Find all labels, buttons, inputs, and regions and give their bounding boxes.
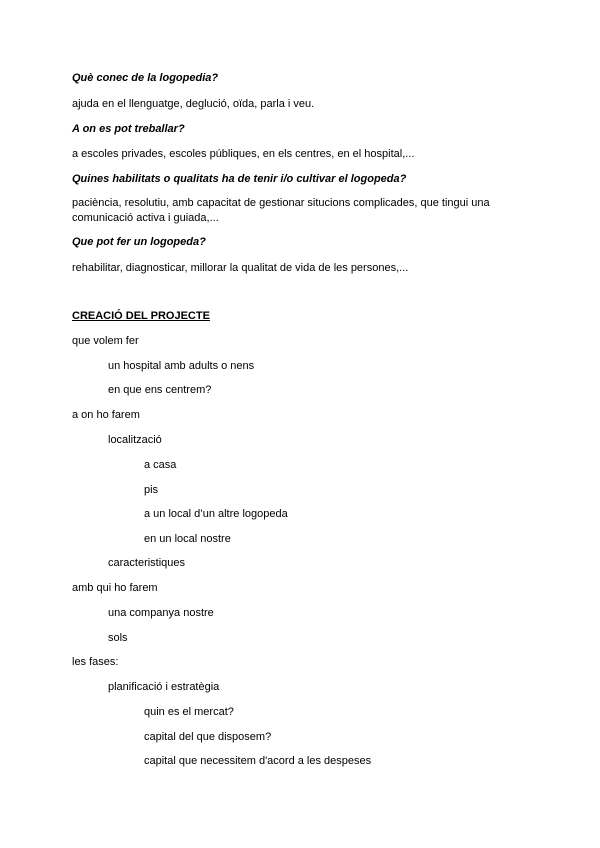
outline-item: amb qui ho farem [72,582,158,594]
question-2: A on es pot treballar? [72,123,185,135]
outline-item: un hospital amb adults o nens [108,360,255,372]
answer-3-line-1: paciència, resolutiu, amb capacitat de gestionar situcions complicades, que tingui una [72,197,490,209]
question-1: Què conec de la logopedia? [72,72,219,84]
outline-item: localització [108,434,162,446]
outline-item: en que ens centrem? [108,384,212,396]
outline-item: caracteristiques [108,557,186,569]
answer-4: rehabilitar, diagnosticar, millorar la qualitat de vida de les persones,... [72,262,409,274]
outline-item: una companya nostre [108,607,214,619]
answer-1: ajuda en el llenguatge, deglució, oïda, parla i veu. [72,98,315,110]
outline-item: quin es el mercat? [144,706,234,718]
answer-3-line-2: comunicació activa i guiada,... [72,212,219,224]
outline-item: pis [144,484,159,496]
answer-2: a escoles privades, escoles públiques, en els centres, en el hospital,... [72,148,415,160]
outline-item: a on ho farem [72,409,140,421]
outline-item: capital que necessitem d'acord a les despeses [144,755,372,767]
question-4: Que pot fer un logopeda? [72,236,206,248]
outline-item: planificació i estratègia [108,681,220,693]
outline-item: en un local nostre [144,533,231,545]
outline-item: sols [108,632,128,644]
outline-item: que volem fer [72,335,139,347]
section-heading: CREACIÓ DEL PROJECTE [72,310,210,322]
outline-item: capital del que disposem? [144,731,272,743]
outline-item: a casa [144,459,177,471]
outline-item: les fases: [72,656,119,668]
outline-item: a un local d’un altre logopeda [144,508,288,520]
question-3: Quines habilitats o qualitats ha de tenir i/o cultivar el logopeda? [72,173,407,185]
